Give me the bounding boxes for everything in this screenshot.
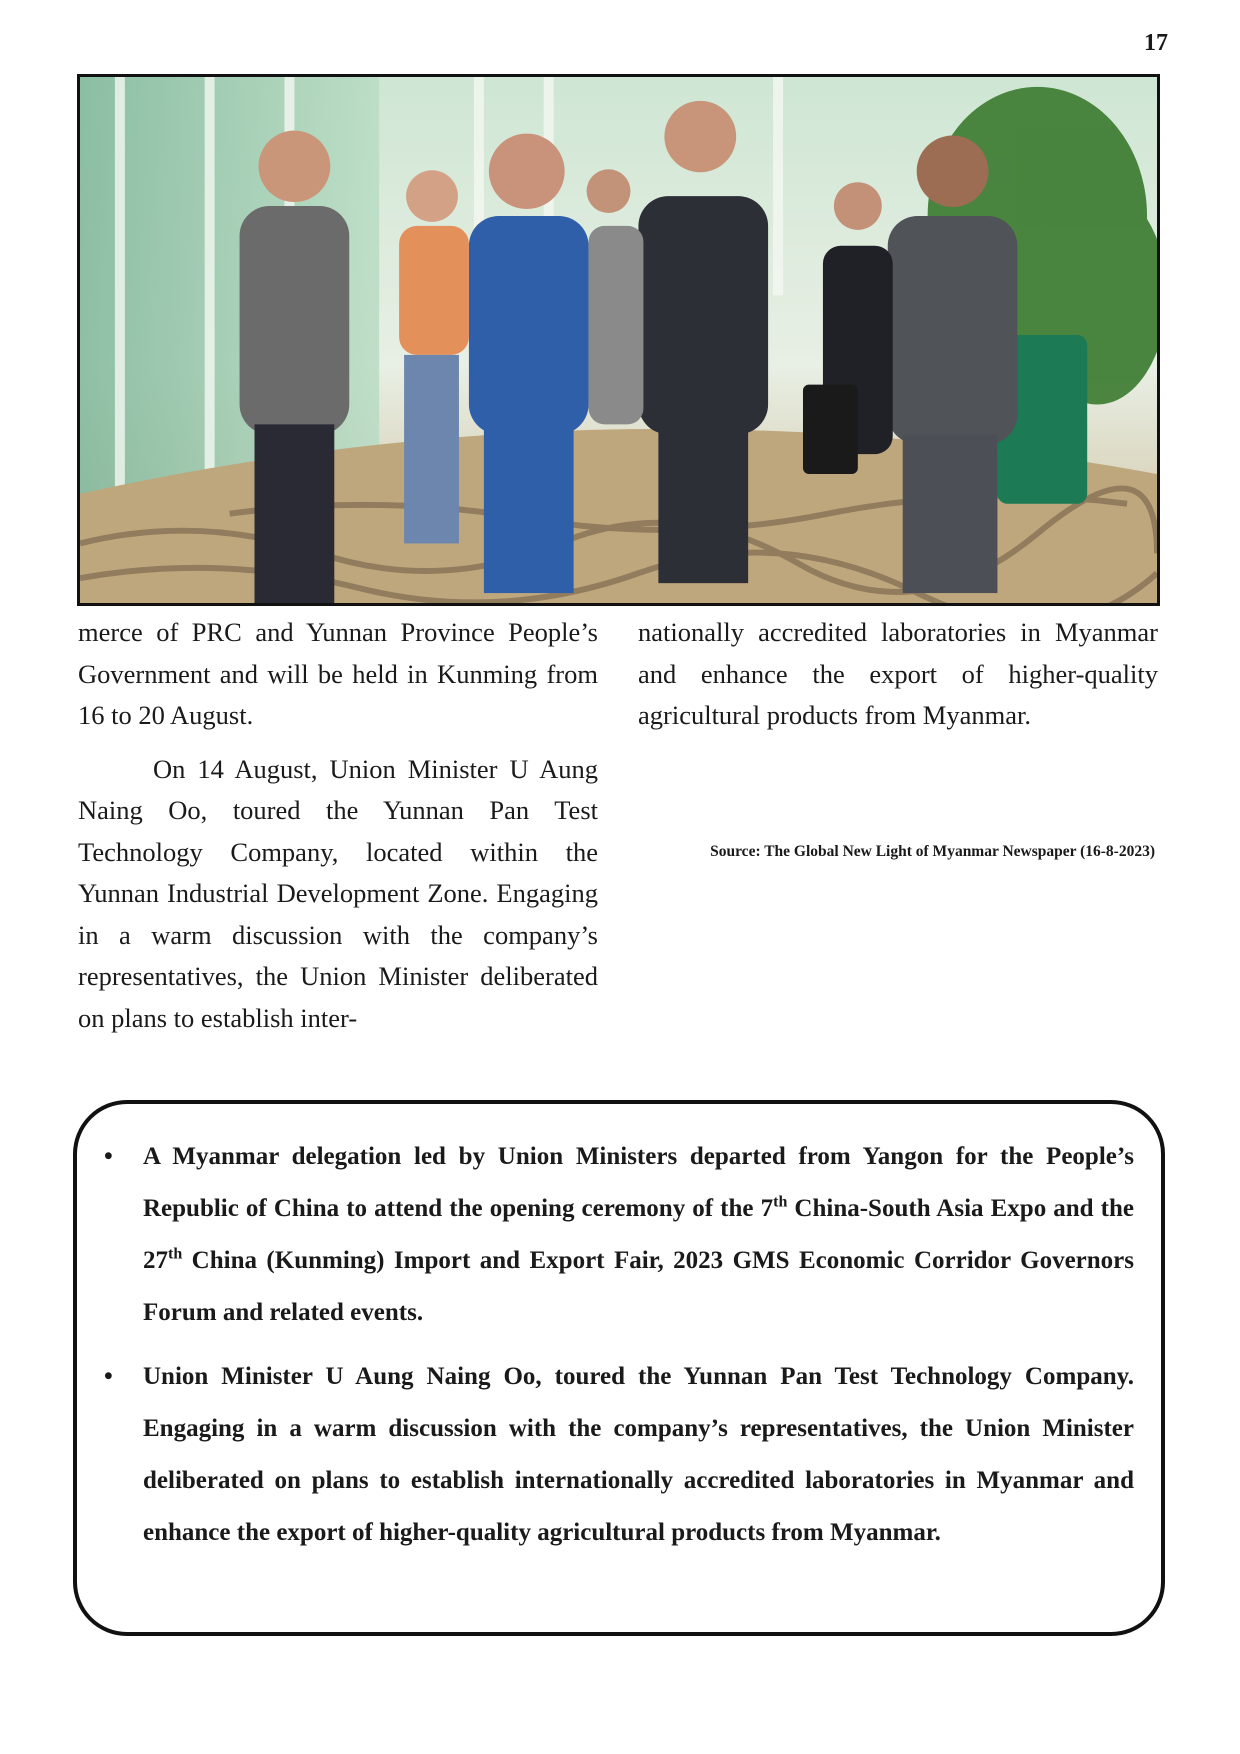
article-paragraph: merce of PRC and Yunnan Province People’s Government and will be held in Kunming from 16 to 20 August. (78, 617, 598, 730)
summary-box (73, 1100, 1165, 1636)
summary-list (104, 1131, 1134, 1571)
bullet-icon: • (104, 1363, 113, 1390)
bullet-icon: • (104, 1143, 113, 1170)
page-number: 17 (1144, 30, 1168, 56)
delegation-photo (77, 74, 1160, 606)
article-column-right (638, 612, 1158, 737)
summary-text: Union Minister U Aung Naing Oo, toured the Yunnan Pan Test Technology Company. Engaging in a warm discussion with the company’s representatives, the Union Minister deliberated on plans to establish internationally accredited laboratories in Myanmar and enhance the export of higher-quality agricultural products from Myanmar. (143, 1363, 1134, 1546)
summary-text: China (Kunming) Import and Export Fair, 2023 GMS Economic Corridor Governors Forum and related events. (143, 1247, 1134, 1326)
article-column-left (78, 612, 598, 1039)
summary-item (104, 1351, 1134, 1559)
summary-item (104, 1131, 1134, 1339)
summary-text: China-South Asia Expo and the 27 (143, 1195, 1134, 1274)
article-paragraph: nationally accredited laboratories in Myanmar and enhance the export of higher-quality agricultural products from Myanmar. (638, 617, 1158, 730)
article-paragraph: On 14 August, Union Minister U Aung Naing Oo, toured the Yunnan Pan Test Technology Company, located within the Yunnan Industrial Development Zone. Engaging in a warm discussion with the company’s representatives, the Union Minister deliberated on plans to establish inter- (78, 753, 598, 1033)
summary-text: A Myanmar delegation led by Union Ministers departed from Yangon for the People’s Republic of China to attend the opening ceremony of the 7 (143, 1143, 1134, 1222)
source-citation: Source: The Global New Light of Myanmar Newspaper (16-8-2023) (710, 843, 1155, 860)
ordinal-suffix: th (168, 1245, 183, 1263)
ordinal-suffix: th (773, 1193, 788, 1211)
delegation-photo-illustration (80, 77, 1157, 603)
